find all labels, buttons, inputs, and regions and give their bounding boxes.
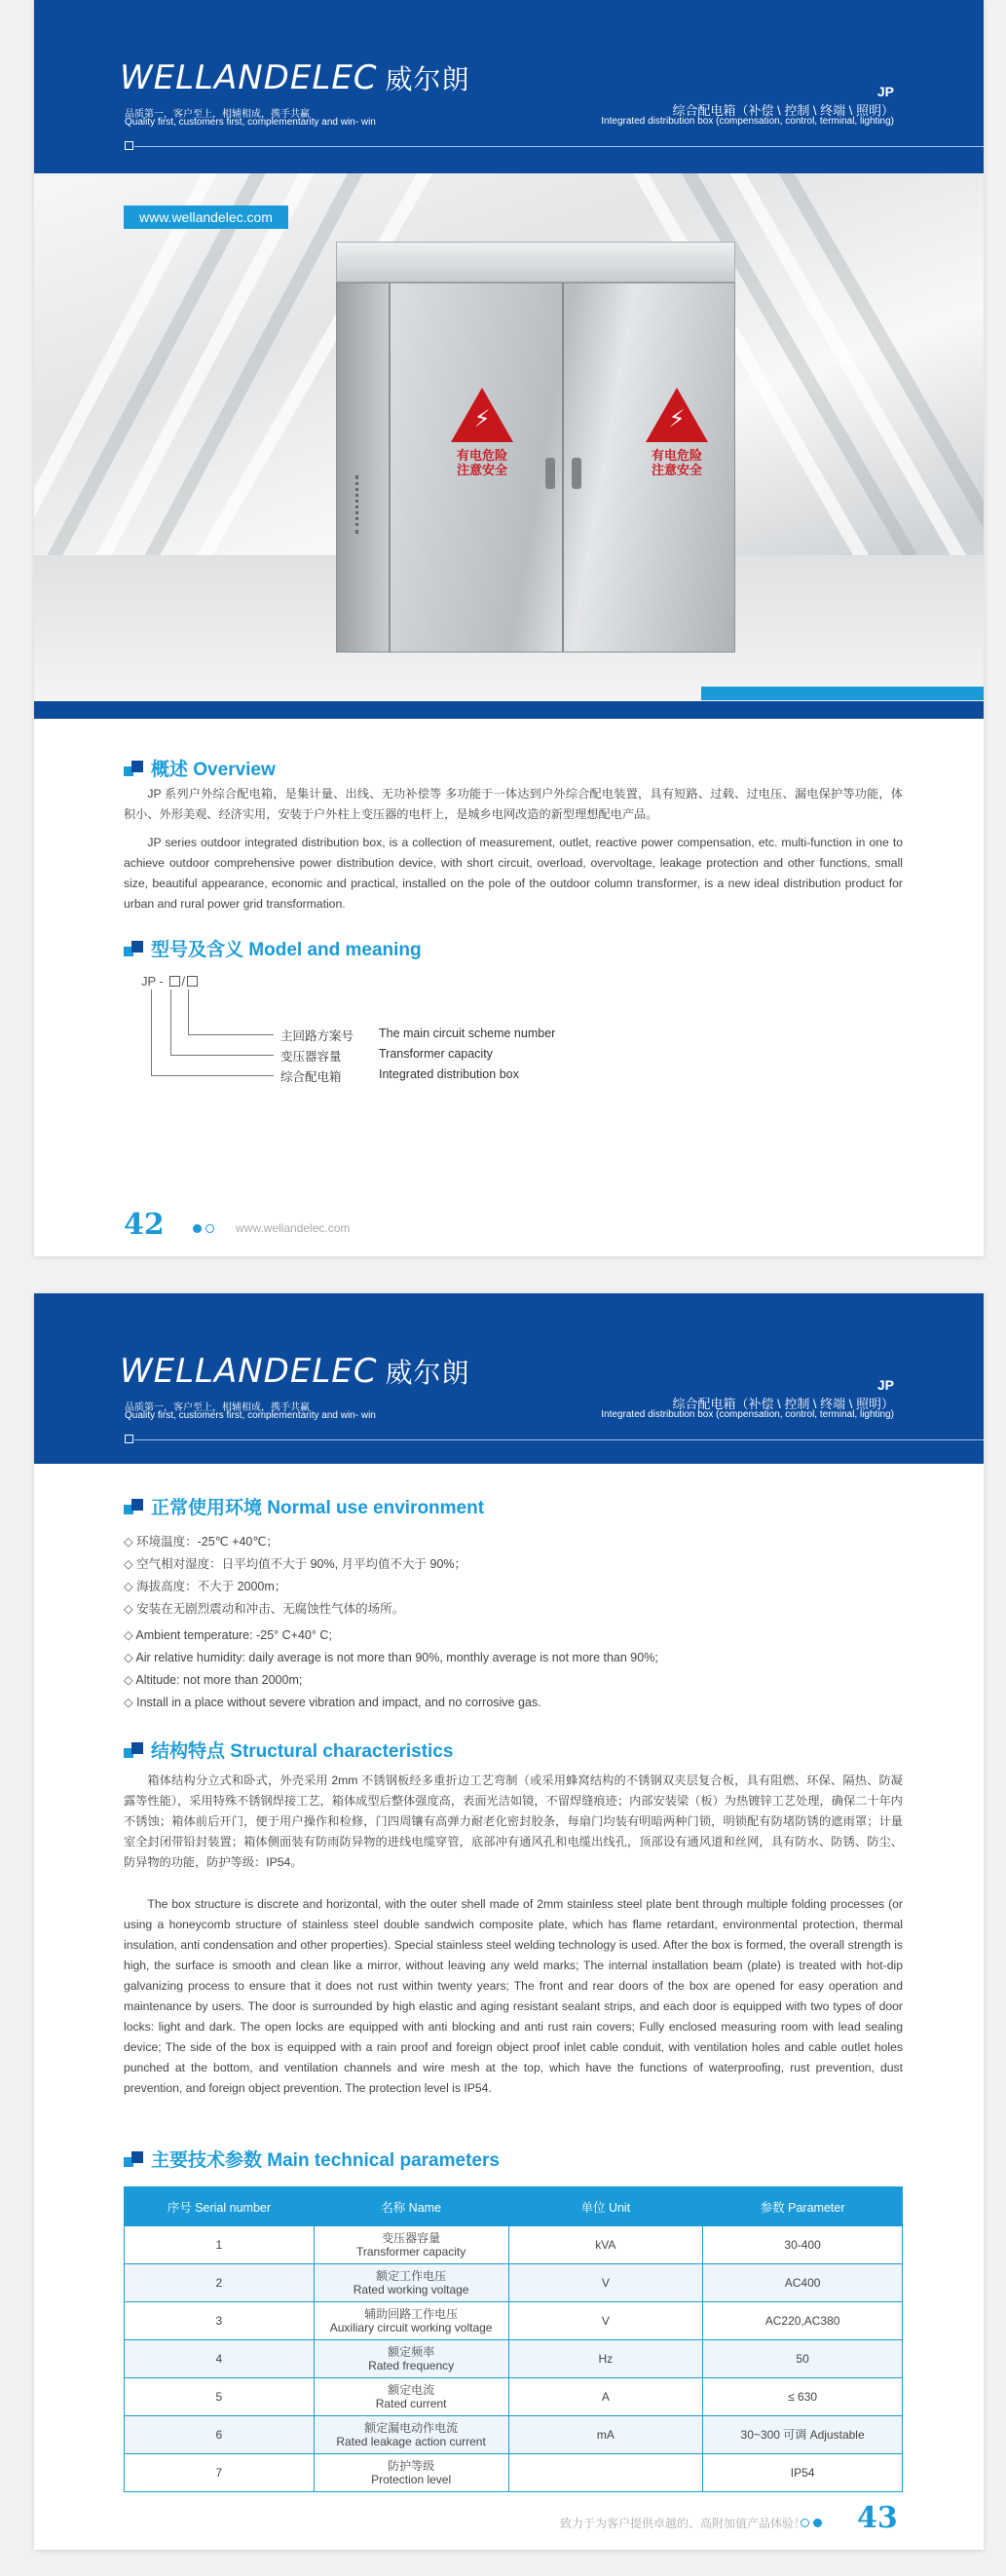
cell-value: ≤ 630 xyxy=(703,2378,903,2416)
header-square-marker xyxy=(125,1435,133,1443)
section-title-overview: 概述 Overview xyxy=(124,755,276,781)
slogan-cn: 品质第一，客户至上，相辅相成，携手共赢 xyxy=(125,1402,310,1413)
overview-text-en: JP series outdoor integrated distribution box, is a collection of measurement, outlet, reactive power compensation, etc. multi-function in one to achieve outdoor comprehensive power distribution device, with short circuit, overload, overvoltage, leakage protection and other functions, small size, beautiful appearance, economic and practical, installed on the pole of the outdoor column transformer, is a new ideal distribution product for urban and rural power grid transformation. xyxy=(124,836,903,911)
section-bullet-icon xyxy=(124,941,143,956)
cell-value: AC400 xyxy=(703,2264,903,2302)
column-header: 名称 Name xyxy=(314,2187,508,2226)
section-title-params: 主要技术参数 Main technical parameters xyxy=(124,2146,500,2172)
list-item: ◇ Air relative humidity: daily average is not more than 90%, monthly average is not more than 90%; xyxy=(124,1647,903,1669)
catalog-page-42 xyxy=(34,0,984,1256)
page-dots-icon xyxy=(193,1224,214,1233)
model-item-cn: 变压器容量 xyxy=(280,1050,342,1064)
section-bullet-icon xyxy=(124,1742,143,1758)
cell-value: 50 xyxy=(703,2340,903,2378)
hero-bottom-bar xyxy=(34,701,984,719)
table-row xyxy=(125,2302,903,2340)
environment-list-en xyxy=(124,1624,903,1714)
column-header: 参数 Parameter xyxy=(703,2187,903,2226)
cell-no: 1 xyxy=(125,2226,315,2264)
section-title-structure: 结构特点 Structural characteristics xyxy=(124,1736,453,1763)
cell-unit xyxy=(508,2454,703,2492)
warning-sign-right: ⚡ 有电危险 注意安全 xyxy=(633,388,721,477)
warning-sign-left: ⚡ 有电危险 注意安全 xyxy=(438,388,526,477)
structure-text-en: The box structure is discrete and horizontal, with the outer shell made of 2mm stainless steel plate bent through multiple folding processes (or using a honeycomb structure of stainless steel double sandwich composite plate, which has flame retardant, environmental protection, thermal insulation, anti condensation and other properties). Special stainless steel welding technology is used. After the box is formed, the overall strength is high, the surface is smooth and clean like a mirror, without leaving any weld marks; The internal installation beam (plate) is treated with hot-dip galvanizing process to ensure that it does not rust within twenty years; The front and rear doors of the box are opened for easy operation and maintenance by users. The door is surrounded by high elastic and aging resistant sealant strips, and each door is equipped with two types of door locks: light and dark. The open locks are equipped with anti blocking and anti rust rain covers; Fully enclosed measuring room with lead sealing device; The side of the box is equipped with a rain proof and foreign object proof inlet cable conduit, with ventilation holes and cable outlet holes punched at the bottom, and ventilation channels and wire mesh at the top, which have the functions of waterproofing, rust prevention, dust prevention, and foreign object prevention. The protection level is IP54. xyxy=(124,1897,903,2095)
cell-unit: mA xyxy=(508,2416,703,2454)
model-code: JP - / xyxy=(141,974,200,989)
model-diagram xyxy=(141,974,628,1101)
list-item: ◇ 海拔高度：不大于 2000m； xyxy=(124,1576,903,1598)
website-badge[interactable]: www.wellandelec.com xyxy=(124,205,288,229)
cell-no: 4 xyxy=(125,2340,315,2378)
hero-accent-bar xyxy=(701,687,984,700)
cell-name: 辅助回路工作电压 Auxiliary circuit working voltage xyxy=(314,2302,508,2340)
table-row xyxy=(125,2416,903,2454)
environment-list-cn xyxy=(124,1531,903,1621)
column-header: 单位 Unit xyxy=(508,2187,703,2226)
cell-no: 5 xyxy=(125,2378,315,2416)
list-item: ◇ Install in a place without severe vibration and impact, and no corrosive gas. xyxy=(124,1692,903,1714)
product-code: JP xyxy=(876,1377,894,1393)
brand-logo: WELLANDELEC 威尔朗 xyxy=(120,1352,470,1391)
product-name-en: Integrated distribution box (compensation, control, terminal, lighting) xyxy=(601,1409,894,1420)
product-code: JP xyxy=(876,84,894,99)
cell-value: 30~300 可调 Adjustable xyxy=(703,2416,903,2454)
header-square-marker xyxy=(125,141,133,150)
list-item: ◇ Altitude: not more than 2000m; xyxy=(124,1669,903,1692)
cell-no: 2 xyxy=(125,2264,315,2302)
cell-name: 额定漏电动作电流 Rated leakage action current xyxy=(314,2416,508,2454)
cell-unit: kVA xyxy=(508,2226,703,2264)
cell-value: IP54 xyxy=(703,2454,903,2492)
section-bullet-icon xyxy=(124,2151,143,2167)
lightning-icon: ⚡ xyxy=(473,406,491,432)
cell-unit: V xyxy=(508,2264,703,2302)
page-number: 42 xyxy=(124,1208,165,1242)
table-row xyxy=(125,2454,903,2492)
cell-no: 3 xyxy=(125,2302,315,2340)
placeholder-box xyxy=(169,976,180,987)
slogan-en: Quality first, customers first, complementarity and win- win xyxy=(125,117,376,128)
cell-name: 额定电流 Rated current xyxy=(314,2378,508,2416)
cell-unit: V xyxy=(508,2302,703,2340)
model-item-cn: 综合配电箱 xyxy=(280,1070,342,1084)
model-item-en: Transformer capacity xyxy=(379,1047,493,1061)
hero-product-image xyxy=(34,173,984,701)
page-number: 43 xyxy=(857,2501,898,2535)
model-item-en: The main circuit scheme number xyxy=(379,1027,556,1040)
cell-name: 防护等级 Protection level xyxy=(314,2454,508,2492)
lightning-icon: ⚡ xyxy=(668,406,686,432)
cell-no: 7 xyxy=(125,2454,315,2492)
distribution-box-illustration xyxy=(336,242,735,660)
table-row xyxy=(125,2226,903,2264)
section-bullet-icon xyxy=(124,761,143,776)
placeholder-box xyxy=(187,976,198,987)
brand-logo: WELLANDELEC 威尔朗 xyxy=(120,58,470,97)
page-dots-icon xyxy=(801,2519,822,2527)
overview-text-cn: JP 系列户外综合配电箱，是集计量、出线、无功补偿等 多功能于一体达到户外综合配电装置，具有短路、过载、过电压、漏电保护等功能，体积小、外形美观、经济实用，安装于户外柱上变压器的电杆上，是城乡电网改造的新型理想配电产品。 xyxy=(124,787,903,821)
footer-slogan: 致力于为客户提供卓越的、高附加值产品体验！ xyxy=(560,2517,806,2530)
footer-url[interactable]: www.wellandelec.com xyxy=(236,1221,351,1235)
product-name-cn: 综合配电箱（补偿 \ 控制 \ 终端 \ 照明） xyxy=(672,1397,894,1411)
list-item: ◇ 环境温度：-25℃ +40℃； xyxy=(124,1531,903,1553)
technical-parameters-table xyxy=(124,2186,903,2492)
cell-name: 变压器容量 Transformer capacity xyxy=(314,2226,508,2264)
slogan-en: Quality first, customers first, complementarity and win- win xyxy=(125,1410,376,1421)
cell-no: 6 xyxy=(125,2416,315,2454)
section-title-model: 型号及含义 Model and meaning xyxy=(124,935,422,961)
cell-unit: Hz xyxy=(508,2340,703,2378)
column-header: 序号 Serial number xyxy=(125,2187,315,2226)
model-item-en: Integrated distribution box xyxy=(379,1067,519,1081)
structure-text-cn: 箱体结构分立式和卧式，外壳采用 2mm 不锈钢板经多重折边工艺弯制（或采用蜂窝结构的不锈钢双夹层复合板，具有阻燃、环保、隔热、防凝露等性能），采用特殊不锈钢焊接工艺，箱体成型后整体强度高，表面光洁如镜，不留焊缝痕迹；内部安装梁（板）为热镀锌工艺处理，确保二十年内不锈蚀；箱体前后开门，便于用户操作和检修，门四周镶有高弹力耐老化密封胶条，每扇门均装有明暗两种门锁，明锁配有防堵防锈的遮雨罩；计量室全封闭带铅封装置；箱体侧面装有防雨防异物的进线电缆穿管，底部冲有通风孔和电缆出线孔，顶部设有通风道和丝网，具有防水、防锈、防尘、防异物的功能，防护等级：IP54。 xyxy=(124,1773,903,1869)
header-divider xyxy=(134,1439,984,1440)
cell-value: 30-400 xyxy=(703,2226,903,2264)
cell-unit: A xyxy=(508,2378,703,2416)
page-header xyxy=(34,1293,984,1464)
cell-value: AC220,AC380 xyxy=(703,2302,903,2340)
table-row xyxy=(125,2340,903,2378)
model-item-cn: 主回路方案号 xyxy=(280,1029,354,1043)
product-name-en: Integrated distribution box (compensation, control, terminal, lighting) xyxy=(601,116,894,127)
table-header-row xyxy=(125,2187,903,2226)
header-divider xyxy=(134,146,984,147)
slogan-cn: 品质第一，客户至上，相辅相成，携手共赢 xyxy=(125,109,310,120)
table-row xyxy=(125,2378,903,2416)
product-name-cn: 综合配电箱（补偿 \ 控制 \ 终端 \ 照明） xyxy=(672,103,894,118)
list-item: ◇ 空气相对湿度：日平均值不大于 90%, 月平均值不大于 90%； xyxy=(124,1553,903,1576)
list-item: ◇ Ambient temperature: -25° C+40° C; xyxy=(124,1624,903,1647)
section-title-environment: 正常使用环境 Normal use environment xyxy=(124,1493,484,1519)
page-header xyxy=(34,0,984,173)
table-row xyxy=(125,2264,903,2302)
cell-name: 额定频率 Rated frequency xyxy=(314,2340,508,2378)
section-bullet-icon xyxy=(124,1499,143,1514)
cell-name: 额定工作电压 Rated working voltage xyxy=(314,2264,508,2302)
list-item: ◇ 安装在无剧烈震动和冲击、无腐蚀性气体的场所。 xyxy=(124,1598,903,1621)
